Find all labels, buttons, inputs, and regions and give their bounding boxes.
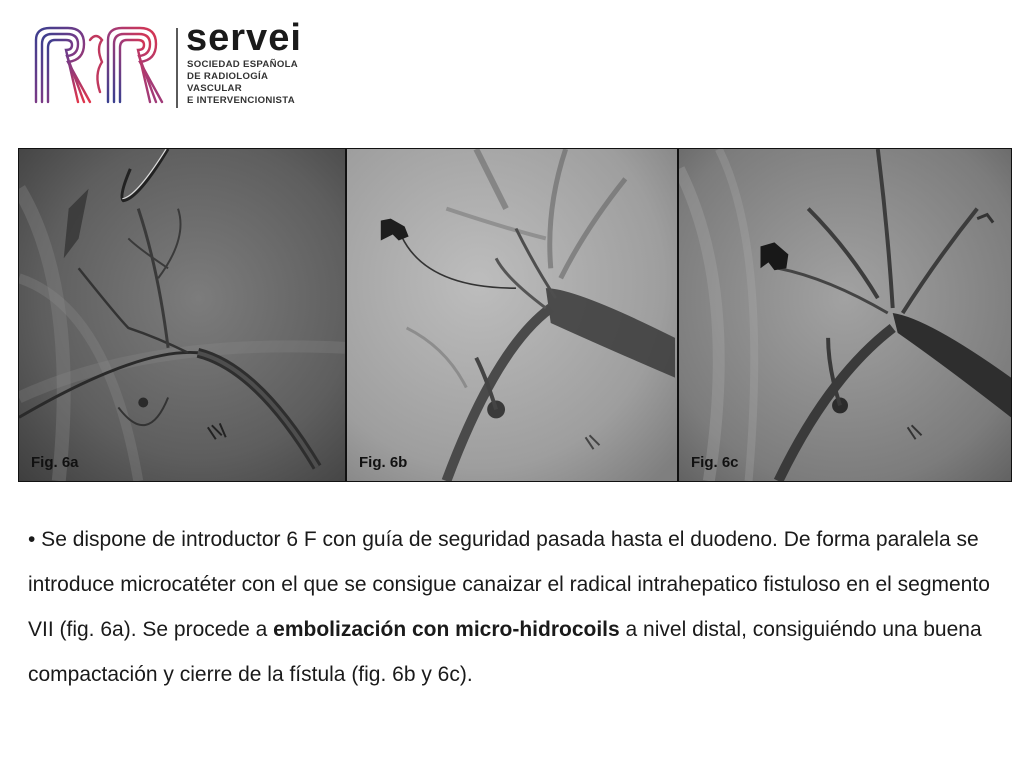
paragraph-text: • Se dispone de introductor 6 F con guía de seguridad pasada hasta el duodeno. De forma paralela se introduce microcatéter con el que se consigue canaizar el radical intrahepatico fistuloso en el segmento VII (fig. 6a). Se procede a: [28, 528, 990, 641]
angiography-6c-drawing: [679, 149, 1011, 481]
paragraph-bold-text: embolización con micro-hidrocoils: [273, 618, 620, 641]
logo-subtitle-line: VASCULAR: [187, 83, 242, 94]
rsr-logo-mark: [30, 22, 170, 110]
angiography-image-6c: [678, 148, 1012, 482]
figure-label: Fig. 6c: [691, 454, 739, 471]
logo-divider: [176, 28, 178, 108]
logo-subtitle-line: SOCIEDAD ESPAÑOLA: [187, 59, 298, 70]
angiography-image-6b: [346, 148, 678, 482]
body-paragraph: [28, 517, 998, 697]
angiography-6b-drawing: [347, 149, 677, 481]
angiography-image-6a: [18, 148, 346, 482]
figure-label: Fig. 6a: [31, 454, 79, 471]
logo-subtitle: [187, 59, 298, 107]
paragraph-text: a nivel distal, consiguiéndo una buena compactación y cierre de la fístula (fig. 6b y 6c).: [28, 618, 982, 686]
figure-row: [18, 148, 1012, 482]
logo-subtitle-line: DE RADIOLOGÍA: [187, 71, 269, 82]
servei-logo: [30, 17, 302, 112]
angiography-6a-drawing: [19, 149, 345, 481]
logo-name: servei: [186, 17, 302, 59]
logo-subtitle-line: E INTERVENCIONISTA: [187, 95, 295, 106]
figure-label: Fig. 6b: [359, 454, 408, 471]
